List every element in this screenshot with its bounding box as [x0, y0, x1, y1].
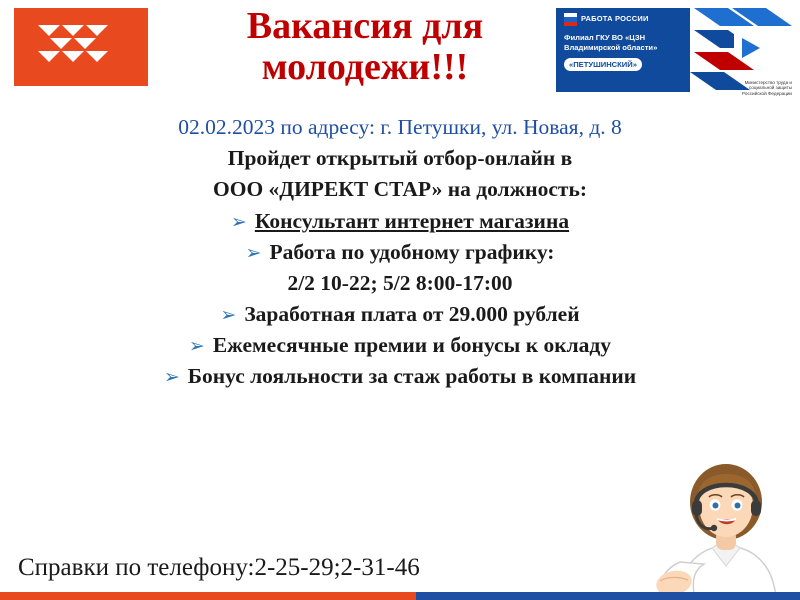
partner-logo: [556, 6, 794, 98]
partner-branch-chip: «ПЕТУШИНСКИЙ»: [564, 58, 642, 71]
body-line: Пройдет открытый отбор-онлайн в: [227, 146, 573, 171]
body-line-text: Заработная плата от 29.000 рублей: [244, 302, 580, 327]
body-line-bullet: [0, 206, 800, 237]
contact-phone-line: Справки по телефону:2-25-29;2-31-46: [18, 554, 420, 581]
triangles-logo-icon: [38, 25, 124, 69]
bottom-color-bar: [0, 592, 800, 600]
body-line-text: Бонус лояльности за стаж работы в компании: [187, 364, 637, 389]
orange-logo-block: [14, 8, 148, 86]
partner-brand-label: РАБОТА РОССИИ: [581, 14, 649, 24]
body-line-text: Консультант интернет магазина: [254, 208, 570, 233]
partner-logo-header: [564, 13, 684, 26]
body-line-bullet: [0, 330, 800, 361]
partner-ministry-caption: Министерство труда и социальной защиты Российской Федерации: [742, 79, 792, 96]
partner-logo-box: [556, 8, 690, 92]
russian-flag-icon: [564, 13, 577, 26]
body-line-text: Ежемесячные премии и бонусы к окладу: [212, 333, 612, 358]
bottom-bar-blue: [416, 592, 800, 600]
body-line: 02.02.2023 по адресу: г. Петушки, ул. Новая, д. 8: [178, 115, 622, 139]
body-lines: [0, 112, 800, 393]
bottom-bar-orange: [0, 592, 416, 600]
body-line-text: Работа по удобному графику:: [269, 239, 555, 264]
page-title: Вакансия для молодежи!!!: [246, 5, 484, 89]
body-line-bullet: [0, 361, 800, 392]
body-line-bullet: [0, 299, 800, 330]
call-center-operator-illustration: [608, 450, 798, 600]
body-line: ООО «ДИРЕКТ СТАР» на должность:: [213, 177, 587, 202]
body-line-bullet: [0, 237, 800, 268]
partner-subtitle: Филиал ГКУ ВО «ЦЗН Владимирской области»: [564, 33, 658, 53]
body-line: 2/2 10-22; 5/2 8:00-17:00: [287, 270, 513, 295]
